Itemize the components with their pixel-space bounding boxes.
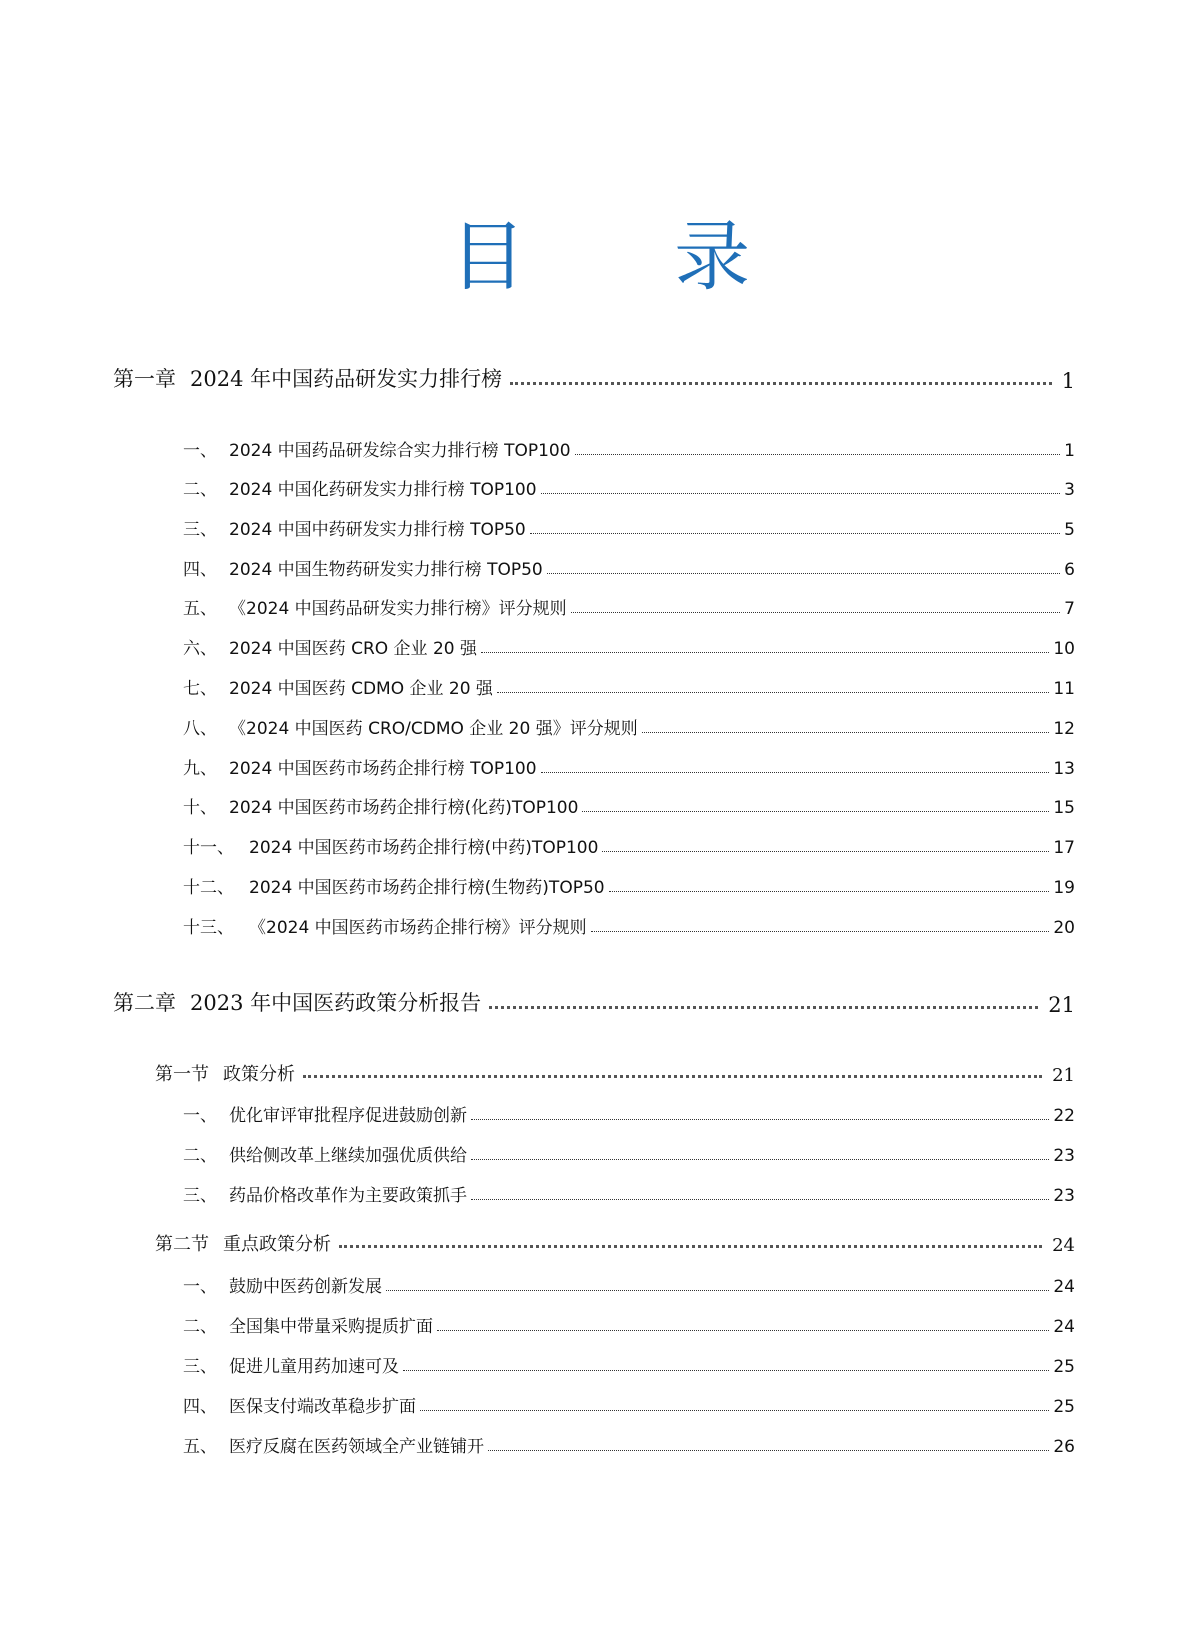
page-number: 15 [1053, 798, 1075, 818]
toc-chapter-1[interactable] [113, 363, 1075, 393]
item-label: 促进儿童用药加速可及 [229, 1357, 399, 1377]
item-label: 医保支付端改革稳步扩面 [229, 1397, 416, 1417]
toc-item[interactable] [183, 1431, 1075, 1457]
item-label: 鼓励中医药创新发展 [229, 1277, 382, 1297]
page-number: 5 [1064, 520, 1075, 540]
item-number: 七、 [183, 679, 217, 699]
page-number: 19 [1053, 878, 1075, 898]
item-number: 十三、 [183, 918, 234, 938]
item-number: 六、 [183, 639, 217, 659]
item-label: 药品价格改革作为主要政策抓手 [229, 1186, 467, 1206]
item-number: 八、 [183, 719, 217, 739]
dot-leader [602, 851, 1049, 852]
page-number: 23 [1053, 1186, 1075, 1206]
dot-leader [642, 732, 1050, 733]
dot-leader [497, 692, 1049, 693]
toc-item[interactable] [183, 633, 1075, 659]
dot-leader [489, 1006, 1038, 1009]
page-number: 20 [1053, 918, 1075, 938]
section-label: 政策分析 [223, 1064, 295, 1085]
item-number: 二、 [183, 480, 217, 500]
page-number: 23 [1053, 1146, 1075, 1166]
item-number: 十、 [183, 798, 217, 818]
item-label: 2024 中国医药市场药企排行榜(生物药)TOP50 [249, 878, 605, 898]
toc-item[interactable] [183, 912, 1075, 938]
section-number: 第二节 [155, 1234, 209, 1255]
dot-leader [582, 811, 1049, 812]
dot-leader [510, 382, 1052, 385]
page-number: 1 [1061, 369, 1075, 393]
page-number: 7 [1064, 599, 1075, 619]
page-number: 21 [1052, 1065, 1075, 1086]
item-number: 一、 [183, 1106, 217, 1126]
toc-item[interactable] [183, 474, 1075, 500]
toc-item[interactable] [183, 1351, 1075, 1377]
item-label: 2024 中国医药 CRO 企业 20 强 [229, 639, 477, 659]
dot-leader [530, 533, 1060, 534]
item-label: 优化审评审批程序促进鼓励创新 [229, 1106, 467, 1126]
chapter-number: 第一章 [113, 367, 176, 391]
item-number: 二、 [183, 1317, 217, 1337]
toc-section-1[interactable] [155, 1060, 1075, 1086]
dot-leader [575, 454, 1061, 455]
page-number: 13 [1053, 759, 1075, 779]
toc-item[interactable] [183, 753, 1075, 779]
chapter-label: 2024 年中国药品研发实力排行榜 [190, 367, 503, 391]
toc-item[interactable] [183, 514, 1075, 540]
toc-item[interactable] [183, 673, 1075, 699]
toc-item[interactable] [183, 1100, 1075, 1126]
dot-leader [541, 772, 1050, 773]
dot-leader [488, 1450, 1049, 1451]
item-number: 九、 [183, 759, 217, 779]
page-number: 1 [1064, 441, 1075, 461]
item-number: 五、 [183, 599, 217, 619]
section-number: 第一节 [155, 1064, 209, 1085]
toc-item[interactable] [183, 554, 1075, 580]
dot-leader [437, 1330, 1049, 1331]
page-number: 12 [1053, 719, 1075, 739]
page-number: 17 [1053, 838, 1075, 858]
dot-leader [471, 1119, 1049, 1120]
item-label: 2024 中国中药研发实力排行榜 TOP50 [229, 520, 526, 540]
item-number: 十二、 [183, 878, 234, 898]
page-number: 21 [1048, 993, 1075, 1017]
page-number: 25 [1053, 1397, 1075, 1417]
page-number: 22 [1053, 1106, 1075, 1126]
item-number: 四、 [183, 560, 217, 580]
item-number: 一、 [183, 1277, 217, 1297]
toc-item[interactable] [183, 1180, 1075, 1206]
toc-item[interactable] [183, 593, 1075, 619]
toc-item[interactable] [183, 872, 1075, 898]
item-label: 全国集中带量采购提质扩面 [229, 1317, 433, 1337]
dot-leader [471, 1199, 1049, 1200]
page-number: 11 [1053, 679, 1075, 699]
item-label: 《2024 中国医药市场药企排行榜》评分规则 [249, 918, 587, 938]
item-label: 2024 中国生物药研发实力排行榜 TOP50 [229, 560, 543, 580]
item-label: 2024 中国医药市场药企排行榜(化药)TOP100 [229, 798, 579, 818]
item-label: 2024 中国药品研发综合实力排行榜 TOP100 [229, 441, 571, 461]
toc-item[interactable] [183, 1271, 1075, 1297]
item-number: 一、 [183, 441, 217, 461]
toc-item[interactable] [183, 435, 1075, 461]
item-label: 《2024 中国医药 CRO/CDMO 企业 20 强》评分规则 [229, 719, 638, 739]
item-number: 二、 [183, 1146, 217, 1166]
page-number: 6 [1064, 560, 1075, 580]
chapter-number: 第二章 [113, 991, 176, 1015]
dot-leader [339, 1245, 1042, 1248]
item-label: 2024 中国医药 CDMO 企业 20 强 [229, 679, 493, 699]
item-number: 四、 [183, 1397, 217, 1417]
item-label: 《2024 中国药品研发实力排行榜》评分规则 [229, 599, 567, 619]
dot-leader [471, 1159, 1049, 1160]
page-number: 10 [1053, 639, 1075, 659]
item-number: 三、 [183, 1186, 217, 1206]
page-number: 24 [1052, 1235, 1075, 1256]
toc-section-2[interactable] [155, 1230, 1075, 1256]
page-number: 24 [1053, 1317, 1075, 1337]
dot-leader [591, 931, 1050, 932]
item-label: 供给侧改革上继续加强优质供给 [229, 1146, 467, 1166]
page-title: 目 录 [449, 212, 813, 301]
dot-leader [571, 612, 1061, 613]
toc-item[interactable] [183, 713, 1075, 739]
toc-chapter-2[interactable] [113, 987, 1075, 1017]
page-number: 3 [1064, 480, 1075, 500]
page-number: 24 [1053, 1277, 1075, 1297]
dot-leader [547, 573, 1060, 574]
toc-item[interactable] [183, 1391, 1075, 1417]
dot-leader [481, 652, 1049, 653]
item-label: 医疗反腐在医药领域全产业链铺开 [229, 1437, 484, 1457]
toc-item[interactable] [183, 1311, 1075, 1337]
item-number: 三、 [183, 1357, 217, 1377]
toc-item[interactable] [183, 792, 1075, 818]
toc-item[interactable] [183, 1140, 1075, 1166]
dot-leader [303, 1075, 1042, 1078]
page-number: 26 [1053, 1437, 1075, 1457]
page-number: 25 [1053, 1357, 1075, 1377]
dot-leader [609, 891, 1050, 892]
item-number: 十一、 [183, 838, 234, 858]
chapter-label: 2023 年中国医药政策分析报告 [190, 991, 482, 1015]
dot-leader [541, 493, 1061, 494]
section-label: 重点政策分析 [223, 1234, 331, 1255]
item-number: 三、 [183, 520, 217, 540]
toc-item[interactable] [183, 832, 1075, 858]
item-label: 2024 中国医药市场药企排行榜(中药)TOP100 [249, 838, 599, 858]
item-number: 五、 [183, 1437, 217, 1457]
dot-leader [403, 1370, 1049, 1371]
dot-leader [420, 1410, 1049, 1411]
item-label: 2024 中国医药市场药企排行榜 TOP100 [229, 759, 537, 779]
item-label: 2024 中国化药研发实力排行榜 TOP100 [229, 480, 537, 500]
dot-leader [386, 1290, 1049, 1291]
